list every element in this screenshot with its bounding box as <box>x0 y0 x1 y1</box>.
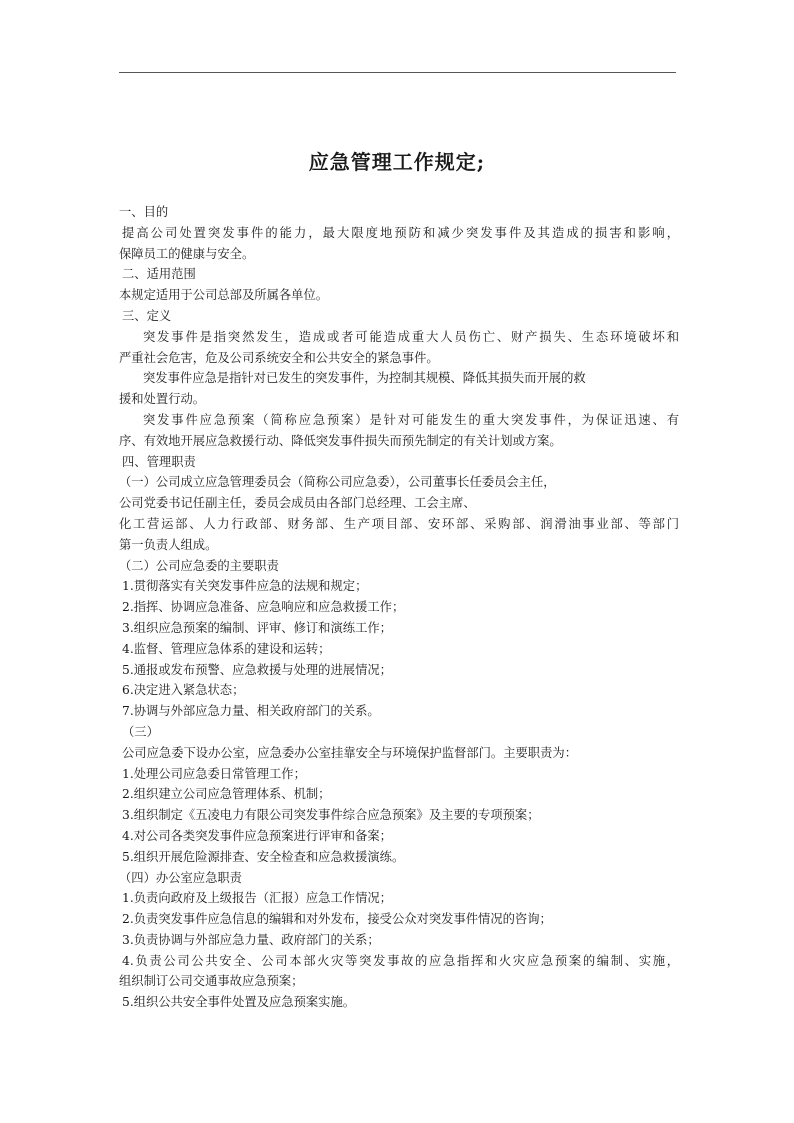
paragraph-line: 2.负责突发事件应急信息的编辑和对外发布，接受公众对突发事件情况的咨询； <box>122 912 552 927</box>
paragraph-line: 严重社会危害，危及公司系统安全和公共安全的紧急事件。 <box>119 350 439 365</box>
paragraph-line: （一）公司成立应急管理委员会（简称公司应急委），公司董事长任委员会主任， <box>119 475 556 490</box>
document-body <box>119 202 679 1013</box>
paragraph-line: 一、目的 <box>119 205 169 219</box>
paragraph-line: 组织制订公司交通事故应急预案； <box>119 974 304 989</box>
paragraph-line: 四、管理职责 <box>122 454 196 469</box>
paragraph-line: 公司应急委下设办公室，应急委办公室挂靠安全与环境保护监督部门。主要职责为： <box>122 745 577 760</box>
paragraph-line: 3.组织制定《五凌电力有限公司突发事件综合应急预案》及主要的专项预案； <box>122 808 540 823</box>
paragraph-line: 1.负责向政府及上级报告（汇报）应急工作情况； <box>122 891 392 906</box>
paragraph-line: 4.对公司各类突发事件应急预案进行评审和备案； <box>122 828 392 843</box>
document-title: 应急管理工作规定; <box>308 150 486 174</box>
paragraph-line: （三） <box>122 724 159 739</box>
paragraph-line: 序、有效地开展应急救援行动、降低突发事件损失而预先制定的有关计划或方案。 <box>119 433 562 448</box>
paragraph-line: 保障员工的健康与安全。 <box>119 246 255 261</box>
paragraph-line: 二、适用范围 <box>122 267 196 282</box>
paragraph-line: 援和处置行动。 <box>119 392 206 407</box>
paragraph-line: 5.组织公共安全事件处置及应急预案实施。 <box>122 995 356 1010</box>
paragraph-line: （四）办公室应急职责 <box>119 870 242 885</box>
header-rule <box>119 72 676 73</box>
paragraph-line: 5.组织开展危险源排查、安全检查和应急救援演练。 <box>122 849 405 864</box>
paragraph-line: 提高公司处置突发事件的能力，最大限度地预防和减少突发事件及其造成的损害和影响， <box>122 225 679 240</box>
paragraph-line: 突发事件应急预案（简称应急预案）是针对可能发生的重大突发事件，为保证迅速、有 <box>143 412 679 427</box>
paragraph-line: 2.指挥、协调应急准备、应急响应和应急救援工作； <box>122 600 405 615</box>
paragraph-line: 5.通报或发布预警、应急救援与处理的进展情况； <box>122 662 392 677</box>
paragraph-line: 1.处理公司应急委日常管理工作； <box>122 766 306 781</box>
paragraph-line: （二）公司应急委的主要职责 <box>119 558 279 573</box>
paragraph-line: 化工营运部、人力行政部、财务部、生产项目部、安环部、采购部、润滑油事业部、等部门 <box>119 516 679 531</box>
paragraph-line: 公司党委书记任副主任，委员会成员由各部门总经理、工会主席、 <box>119 496 476 511</box>
paragraph-line: 7.协调与外部应急力量、相关政府部门的关系。 <box>122 704 380 719</box>
paragraph-line: 突发事件应急是指针对已发生的突发事件，为控制其规模、降低其损失而开展的救 <box>143 371 586 386</box>
paragraph-line: 2.组织建立公司应急管理体系、机制； <box>122 787 331 802</box>
paragraph-line: 4.监督、管理应急体系的建设和运转； <box>122 641 331 656</box>
paragraph-line: 三、定义 <box>122 308 172 323</box>
paragraph-line: 3.负责协调与外部应急力量、政府部门的关系； <box>122 932 380 947</box>
paragraph-line: 第一负责人组成。 <box>119 537 218 552</box>
paragraph-line: 本规定适用于公司总部及所属各单位。 <box>119 288 329 303</box>
paragraph-line: 1.贯彻落实有关突发事件应急的法规和规定； <box>122 579 368 594</box>
paragraph-line: 3.组织应急预案的编制、评审、修订和演练工作； <box>122 620 392 635</box>
paragraph-line: 4.负责公司公共安全、公司本部火灾等突发事故的应急指挥和火灾应急预案的编制、实施， <box>122 953 679 968</box>
paragraph-line: 6.决定进入紧急状态； <box>122 683 245 698</box>
paragraph-line: 突发事件是指突然发生，造成或者可能造成重大人员伤亡、财产损失、生态环境破坏和 <box>143 329 679 344</box>
